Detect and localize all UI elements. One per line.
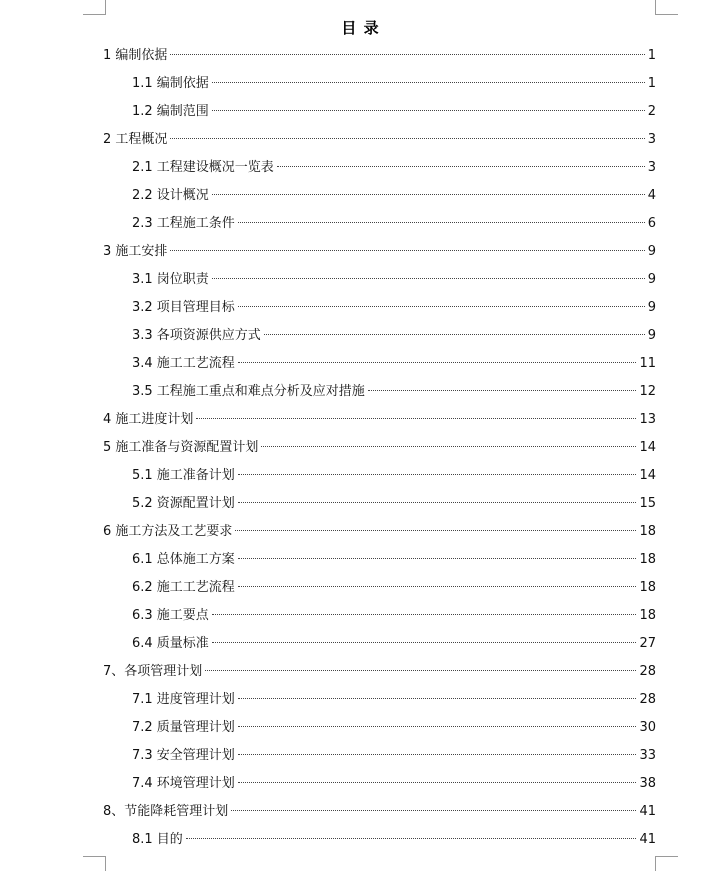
toc-entry-label: 2.3 工程施工条件 (132, 216, 235, 231)
toc-dot-leader (186, 838, 637, 839)
toc-entry-label: 8、节能降耗管理计划 (103, 804, 229, 819)
toc-entry-page-number: 27 (639, 636, 656, 651)
toc-entry-page-number: 33 (639, 748, 656, 763)
toc-entry[interactable] (103, 518, 656, 546)
toc-entry-label: 7.2 质量管理计划 (132, 720, 235, 735)
toc-entry-label: 5.2 资源配置计划 (132, 496, 235, 511)
toc-entry-page-number: 41 (639, 804, 656, 819)
crop-mark-bottom-left (83, 856, 106, 871)
toc-entry-page-number: 9 (647, 328, 656, 343)
toc-dot-leader (212, 110, 645, 111)
toc-entry-page-number: 14 (639, 468, 656, 483)
toc-dot-leader (205, 670, 636, 671)
toc-entry[interactable] (103, 182, 656, 210)
crop-mark-bottom-right (655, 856, 678, 871)
toc-entry-page-number: 14 (639, 440, 656, 455)
toc-dot-leader (212, 194, 645, 195)
toc-entry-page-number: 6 (647, 216, 656, 231)
toc-entry[interactable] (103, 462, 656, 490)
crop-mark-top-right (655, 0, 678, 15)
toc-entry[interactable] (103, 294, 656, 322)
toc-entry-page-number: 1 (647, 76, 656, 91)
toc-entry-label: 6.3 施工要点 (132, 608, 209, 623)
toc-entry-label: 5.1 施工准备计划 (132, 468, 235, 483)
toc-dot-leader (196, 418, 636, 419)
toc-entry[interactable] (103, 210, 656, 238)
toc-entry-page-number: 15 (639, 496, 656, 511)
toc-entry[interactable] (103, 98, 656, 126)
toc-entry-page-number: 28 (639, 692, 656, 707)
toc-entry[interactable] (103, 378, 656, 406)
toc-dot-leader (238, 474, 637, 475)
toc-dot-leader (238, 306, 645, 307)
toc-entry[interactable] (103, 406, 656, 434)
toc-dot-leader (238, 754, 637, 755)
toc-dot-leader (238, 782, 637, 783)
toc-entry-page-number: 2 (647, 104, 656, 119)
toc-entry-label: 1.1 编制依据 (132, 76, 209, 91)
toc-dot-leader (212, 278, 645, 279)
toc-entry[interactable] (103, 686, 656, 714)
toc-entry[interactable] (103, 630, 656, 658)
toc-entry-label: 5 施工准备与资源配置计划 (103, 440, 259, 455)
toc-entry-page-number: 18 (639, 524, 656, 539)
toc-dot-leader (238, 362, 637, 363)
toc-entry-label: 2.2 设计概况 (132, 188, 209, 203)
toc-dot-leader (238, 726, 637, 727)
toc-title: 目 录 (341, 19, 380, 37)
toc-entry[interactable] (103, 238, 656, 266)
toc-entry-label: 1.2 编制范围 (132, 104, 209, 119)
toc-entry-label: 3.5 工程施工重点和难点分析及应对措施 (132, 384, 365, 399)
toc-entry-label: 4 施工进度计划 (103, 412, 194, 427)
toc-entry-page-number: 9 (647, 272, 656, 287)
toc-entry[interactable] (103, 266, 656, 294)
toc-entry-page-number: 38 (639, 776, 656, 791)
toc-dot-leader (212, 614, 637, 615)
toc-dot-leader (170, 250, 644, 251)
toc-entry-label: 2 工程概况 (103, 132, 168, 147)
toc-entry-page-number: 9 (647, 244, 656, 259)
toc-entry-label: 3.1 岗位职责 (132, 272, 209, 287)
toc-entry-page-number: 18 (639, 580, 656, 595)
toc-entry[interactable] (103, 826, 656, 854)
toc-entry[interactable] (103, 602, 656, 630)
toc-entry[interactable] (103, 322, 656, 350)
toc-entry-page-number: 13 (639, 412, 656, 427)
toc-entry[interactable] (103, 546, 656, 574)
toc-dot-leader (261, 446, 636, 447)
toc-entry[interactable] (103, 70, 656, 98)
toc-dot-leader (170, 138, 644, 139)
toc-entry[interactable] (103, 798, 656, 826)
toc-entry-page-number: 18 (639, 608, 656, 623)
toc-entry-label: 1 编制依据 (103, 48, 168, 63)
toc-dot-leader (238, 698, 637, 699)
toc-entry-page-number: 3 (647, 160, 656, 175)
toc-entry-label: 2.1 工程建设概况一览表 (132, 160, 274, 175)
toc-dot-leader (231, 810, 636, 811)
toc-dot-leader (368, 390, 637, 391)
toc-entry[interactable] (103, 42, 656, 70)
toc-dot-leader (235, 530, 636, 531)
toc-dot-leader (277, 166, 645, 167)
toc-dot-leader (212, 642, 637, 643)
table-of-contents (103, 42, 656, 854)
toc-entry-page-number: 41 (639, 832, 656, 847)
toc-entry-label: 7.1 进度管理计划 (132, 692, 235, 707)
toc-entry-label: 3.4 施工工艺流程 (132, 356, 235, 371)
toc-entry-label: 3.3 各项资源供应方式 (132, 328, 261, 343)
toc-entry-label: 6.1 总体施工方案 (132, 552, 235, 567)
toc-entry[interactable] (103, 658, 656, 686)
toc-entry-label: 7.4 环境管理计划 (132, 776, 235, 791)
crop-mark-top-left (83, 0, 106, 15)
toc-dot-leader (264, 334, 645, 335)
toc-entry[interactable] (103, 350, 656, 378)
toc-entry-page-number: 18 (639, 552, 656, 567)
toc-entry[interactable] (103, 714, 656, 742)
toc-entry-label: 6.4 质量标准 (132, 636, 209, 651)
toc-dot-leader (238, 502, 637, 503)
toc-entry-page-number: 30 (639, 720, 656, 735)
toc-entry-page-number: 28 (639, 664, 656, 679)
toc-entry[interactable] (103, 770, 656, 798)
toc-entry[interactable] (103, 434, 656, 462)
toc-entry-page-number: 9 (647, 300, 656, 315)
toc-entry-page-number: 1 (647, 48, 656, 63)
toc-dot-leader (238, 586, 637, 587)
toc-dot-leader (238, 558, 637, 559)
toc-entry-label: 7、各项管理计划 (103, 664, 203, 679)
toc-entry-label: 8.1 目的 (132, 832, 183, 847)
toc-entry[interactable] (103, 742, 656, 770)
toc-dot-leader (170, 54, 644, 55)
toc-entry[interactable] (103, 490, 656, 518)
toc-entry-page-number: 4 (647, 188, 656, 203)
toc-entry[interactable] (103, 154, 656, 182)
toc-entry-label: 7.3 安全管理计划 (132, 748, 235, 763)
toc-entry-label: 6.2 施工工艺流程 (132, 580, 235, 595)
toc-entry-label: 3.2 项目管理目标 (132, 300, 235, 315)
toc-entry-page-number: 12 (639, 384, 656, 399)
toc-dot-leader (212, 82, 645, 83)
toc-entry-page-number: 11 (639, 356, 656, 371)
toc-entry-label: 3 施工安排 (103, 244, 168, 259)
toc-dot-leader (238, 222, 645, 223)
toc-entry[interactable] (103, 574, 656, 602)
toc-entry-label: 6 施工方法及工艺要求 (103, 524, 233, 539)
toc-entry[interactable] (103, 126, 656, 154)
toc-entry-page-number: 3 (647, 132, 656, 147)
